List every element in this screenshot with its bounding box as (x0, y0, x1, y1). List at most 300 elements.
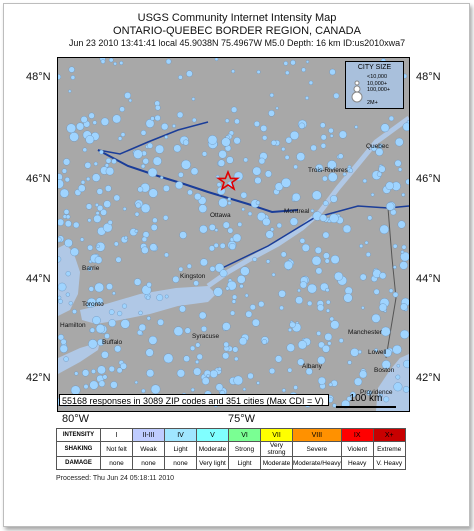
response-circle (339, 131, 347, 139)
response-circle (85, 162, 91, 168)
city-label-quebec: Quebec (366, 143, 389, 150)
response-circle (108, 220, 113, 225)
response-circle (290, 131, 299, 140)
response-circle (210, 370, 218, 378)
response-circle (177, 112, 183, 118)
legend-header-shaking: SHAKING (57, 442, 101, 457)
response-circle (94, 162, 98, 166)
response-circle (361, 306, 364, 309)
response-circle (331, 321, 340, 330)
city-size-entry-1: 10,000+ (367, 80, 388, 87)
response-circle (400, 303, 407, 310)
response-circle (281, 252, 286, 257)
damage-cell: Light (229, 457, 261, 470)
response-circle (134, 279, 141, 286)
response-circle (187, 190, 192, 195)
response-circle (209, 246, 215, 252)
lon-label-75w: 75°W (228, 413, 256, 425)
response-circle (172, 124, 175, 127)
response-circle (208, 135, 217, 144)
shaking-cell: Violent (341, 442, 373, 457)
response-circle (308, 284, 317, 293)
response-circle (401, 250, 404, 253)
response-circle (90, 381, 99, 390)
response-circle (285, 155, 289, 159)
shaking-cell: Very strong (261, 442, 293, 457)
response-circle (112, 159, 117, 164)
response-circle (297, 289, 300, 292)
response-circle (64, 209, 69, 214)
response-circle (248, 212, 252, 216)
intensity-cell: IX (341, 429, 373, 442)
response-circle (330, 69, 336, 75)
response-circle (259, 158, 265, 164)
legend-row-shaking (57, 442, 406, 457)
response-circle (291, 60, 296, 65)
response-circle (67, 124, 76, 133)
response-circle (294, 165, 298, 169)
response-circle (209, 224, 215, 230)
response-circle (396, 375, 400, 379)
intensity-cell: II-III (133, 429, 165, 442)
city-label-albany: Albany (302, 363, 322, 370)
response-circle (177, 369, 185, 377)
response-circle (207, 374, 210, 377)
response-circle (219, 150, 227, 158)
response-circle (89, 287, 94, 292)
response-circle (359, 371, 367, 379)
response-circle (135, 381, 138, 384)
lon-label-80w: 80°W (62, 413, 90, 425)
response-circle (329, 383, 333, 387)
scale-bar (330, 393, 402, 407)
response-circle (120, 61, 124, 65)
city-size-circle-small (355, 81, 359, 85)
response-circle (242, 208, 245, 211)
response-circle (222, 322, 230, 330)
response-circle (114, 242, 118, 246)
response-circle (109, 319, 116, 326)
response-circle (183, 140, 189, 146)
intensity-legend (56, 428, 406, 470)
response-circle (150, 244, 157, 251)
response-circle (178, 172, 183, 177)
response-circle (124, 236, 127, 239)
response-circle (155, 145, 164, 154)
city-label-trois-rivieres: Trois-Rivieres (308, 167, 348, 174)
intensity-cell: VII (261, 429, 293, 442)
response-circle (312, 191, 321, 200)
response-circle (300, 238, 305, 243)
response-circle (76, 123, 84, 131)
response-circle (226, 287, 230, 291)
response-circle (146, 349, 154, 357)
response-circle (298, 341, 307, 350)
shaking-cell: Strong (229, 442, 261, 457)
response-circle (202, 377, 209, 384)
response-circle (136, 203, 141, 208)
response-circle (231, 107, 237, 113)
response-circle (277, 223, 282, 228)
response-circle (234, 119, 239, 124)
response-circle (138, 187, 143, 192)
lat-label-left-46: 46°N (26, 173, 51, 185)
response-circle (328, 342, 332, 346)
response-circle (311, 145, 317, 151)
response-circle (245, 294, 248, 297)
response-circle (57, 74, 61, 79)
response-circle (349, 169, 353, 173)
response-circle (94, 215, 102, 223)
response-circle (86, 135, 94, 143)
city-label-boston: Boston (374, 367, 395, 374)
damage-cell: Moderate (261, 457, 293, 470)
response-circle (78, 185, 85, 192)
response-circle (219, 198, 228, 207)
response-circle (265, 171, 272, 178)
response-circle (338, 154, 343, 159)
response-circle (374, 289, 380, 295)
response-circle (295, 297, 302, 304)
response-circle (351, 348, 359, 356)
response-circle (307, 301, 312, 306)
response-circle (58, 296, 62, 300)
response-circle (155, 115, 161, 121)
response-circle (122, 304, 127, 309)
city-label-buffalo: Buffalo (102, 339, 123, 346)
response-circle (210, 266, 215, 271)
response-circle (124, 92, 130, 98)
lat-label-right-42: 42°N (416, 372, 441, 384)
response-circle (269, 368, 275, 374)
response-circle (197, 354, 203, 360)
response-circle (160, 176, 163, 179)
response-circle (201, 326, 207, 332)
response-circle (403, 123, 410, 131)
response-circle (146, 296, 150, 300)
response-circle (309, 81, 313, 85)
response-circle (393, 292, 398, 297)
response-circle (372, 314, 381, 323)
response-circle (281, 147, 285, 151)
response-circle (163, 215, 168, 220)
response-circle (329, 128, 334, 133)
response-circle (99, 381, 105, 387)
response-circle (224, 342, 229, 347)
response-circle (343, 225, 351, 233)
response-circle (181, 160, 190, 169)
response-circle (179, 267, 183, 271)
response-circle (87, 245, 92, 250)
response-circle (250, 304, 256, 310)
response-circle (325, 333, 332, 340)
response-circle (60, 345, 68, 353)
response-circle (114, 62, 117, 65)
response-circle (65, 177, 70, 182)
response-circle (68, 90, 71, 93)
response-circle (72, 309, 76, 313)
response-circle (215, 58, 218, 61)
city-label-providence: Providence (360, 389, 393, 396)
response-circle (101, 118, 109, 126)
response-circle (146, 369, 154, 377)
response-circle (93, 121, 97, 125)
response-circle (239, 337, 247, 345)
city-label-barrie: Barrie (82, 265, 100, 272)
response-circle (248, 373, 254, 379)
response-circle (166, 59, 171, 64)
response-circle (243, 388, 246, 391)
response-circle (129, 99, 132, 102)
response-circle (257, 70, 261, 74)
intensity-cell: I (101, 429, 133, 442)
response-circle (381, 327, 390, 336)
city-size-circle-medium (354, 86, 360, 92)
response-circle (88, 339, 97, 348)
response-circle (326, 288, 330, 292)
response-circle (109, 58, 113, 62)
response-circle (121, 319, 130, 328)
response-circle (290, 218, 298, 226)
response-circle (153, 157, 162, 166)
response-circle (402, 193, 405, 196)
response-circle (114, 346, 121, 353)
response-circle (175, 181, 183, 189)
city-size-circle-large (352, 92, 362, 102)
response-circle (334, 93, 340, 99)
response-circle (195, 360, 199, 364)
response-circle (322, 176, 327, 181)
response-circle (244, 158, 248, 162)
response-circle (330, 134, 333, 137)
processed-timestamp: Processed: Thu Jun 24 05:18:11 2010 (56, 475, 175, 482)
response-circle (218, 367, 222, 371)
city-size-legend (345, 61, 404, 109)
response-circle (287, 344, 295, 352)
response-circle (155, 105, 160, 110)
response-circle (285, 71, 289, 75)
response-circle (200, 259, 207, 266)
response-circle (60, 189, 69, 198)
response-circle (174, 145, 181, 152)
response-circle (400, 330, 409, 339)
response-circle (379, 166, 386, 173)
response-circle (157, 294, 163, 300)
response-circle (386, 202, 394, 210)
response-circle (358, 350, 362, 354)
response-circle (116, 257, 122, 263)
response-circle (121, 133, 125, 137)
responses-count: 55168 responses in 3089 ZIP codes and 351 cities (Max CDI = V) (59, 394, 329, 406)
city-label-syracuse: Syracuse (192, 333, 220, 340)
response-circle (149, 336, 157, 344)
response-circle (240, 284, 244, 288)
response-circle (82, 370, 89, 377)
response-circle (135, 230, 138, 233)
response-circle (255, 177, 262, 184)
damage-cell: V. Heavy (373, 457, 405, 470)
response-circle (379, 304, 387, 312)
response-circle (225, 119, 229, 123)
response-circle (318, 377, 326, 385)
response-circle (233, 347, 239, 353)
response-circle (229, 243, 236, 250)
shaking-cell: Weak (133, 442, 165, 457)
response-circle (65, 239, 73, 247)
response-circle (380, 225, 389, 234)
response-circle (69, 67, 75, 73)
response-circle (215, 229, 218, 232)
lat-label-right-48: 48°N (416, 71, 441, 83)
response-circle (323, 201, 328, 206)
response-circle (135, 212, 139, 216)
damage-cell: Moderate/Heavy (293, 457, 342, 470)
response-circle (141, 164, 145, 168)
response-circle (344, 294, 353, 303)
response-circle (261, 125, 267, 131)
response-circle (104, 333, 109, 338)
lat-label-right-44: 44°N (416, 273, 441, 285)
response-circle (238, 222, 242, 226)
response-circle (402, 245, 406, 249)
response-circle (281, 178, 290, 187)
response-circle (81, 116, 88, 123)
response-circle (363, 179, 367, 183)
response-circle (180, 232, 187, 239)
response-circle (173, 276, 180, 283)
response-circle (317, 331, 321, 335)
response-circle (334, 272, 343, 281)
response-circle (223, 222, 230, 229)
response-circle (114, 195, 120, 201)
response-circle (232, 295, 237, 300)
response-circle (258, 301, 264, 307)
response-circle (262, 135, 267, 140)
response-circle (202, 152, 207, 157)
response-circle (359, 244, 363, 248)
response-circle (263, 218, 271, 226)
response-circle (214, 287, 223, 296)
response-circle (199, 312, 206, 319)
response-circle (288, 368, 292, 372)
response-circle (220, 270, 227, 277)
intensity-cell: VI (229, 429, 261, 442)
response-circle (339, 338, 343, 342)
damage-cell: Heavy (341, 457, 373, 470)
response-circle (257, 381, 260, 384)
shaking-cell: Light (165, 442, 197, 457)
response-circle (294, 385, 298, 389)
response-circle (321, 135, 327, 141)
response-circle (96, 324, 105, 333)
response-circle (360, 274, 366, 280)
response-circle (366, 252, 371, 257)
response-circle (226, 157, 233, 164)
response-circle (92, 174, 100, 182)
response-circle (97, 366, 105, 374)
legend-row-damage (57, 457, 406, 470)
response-circle (393, 266, 396, 269)
response-circle (97, 189, 103, 195)
response-circle (141, 130, 146, 135)
response-circle (389, 116, 394, 121)
response-circle (234, 137, 241, 144)
response-circle (142, 237, 147, 242)
response-circle (118, 137, 122, 141)
response-circle (64, 357, 69, 362)
response-circle (89, 113, 95, 119)
response-circle (218, 160, 225, 167)
response-circle (152, 218, 157, 223)
shaking-cell: Moderate (197, 442, 229, 457)
response-circle (187, 264, 192, 269)
response-circle (147, 282, 152, 287)
response-circle (302, 244, 310, 252)
intensity-cell: X+ (373, 429, 405, 442)
response-circle (233, 234, 241, 242)
response-circle (222, 138, 231, 147)
shaking-cell: Not felt (101, 442, 133, 457)
response-circle (330, 214, 339, 223)
response-circle (403, 386, 409, 392)
response-circle (272, 273, 275, 276)
response-circle (270, 93, 274, 97)
intensity-cell: V (197, 429, 229, 442)
lat-label-right-46: 46°N (416, 173, 441, 185)
response-circle (83, 148, 87, 152)
response-circle (354, 378, 362, 386)
response-circle (62, 169, 67, 174)
response-circle (317, 304, 324, 311)
response-circle (371, 193, 374, 196)
response-circle (217, 183, 221, 187)
response-circle (80, 238, 84, 242)
response-circle (380, 272, 387, 279)
response-circle (386, 182, 394, 190)
scale-bar-label: 100 km (349, 393, 383, 404)
response-circle (312, 256, 321, 265)
response-circle (241, 192, 247, 198)
response-circle (120, 107, 125, 112)
city-label-montreal: Montreal (284, 208, 310, 215)
response-circle (96, 211, 100, 215)
response-circle (403, 360, 410, 368)
response-circle (148, 168, 157, 177)
response-circle (300, 281, 307, 288)
response-circle (330, 195, 337, 202)
response-circle (234, 376, 243, 385)
response-circle (220, 243, 225, 248)
damage-cell: none (165, 457, 197, 470)
scale-bar-line (336, 406, 396, 408)
response-circle (147, 316, 151, 320)
response-circle (106, 283, 112, 289)
response-circle (92, 316, 100, 324)
legend-header-damage: DAMAGE (57, 457, 101, 470)
shaking-cell: Severe (293, 442, 342, 457)
response-circle (105, 185, 111, 191)
response-circle (174, 327, 183, 336)
response-circle (99, 150, 103, 154)
response-circle (151, 385, 160, 394)
response-circle (86, 204, 92, 210)
damage-cell: none (133, 457, 165, 470)
response-circle (149, 189, 158, 198)
response-circle (88, 219, 92, 223)
city-label-ottawa: Ottawa (210, 212, 231, 219)
response-circle (95, 283, 104, 292)
response-circle (199, 205, 207, 213)
